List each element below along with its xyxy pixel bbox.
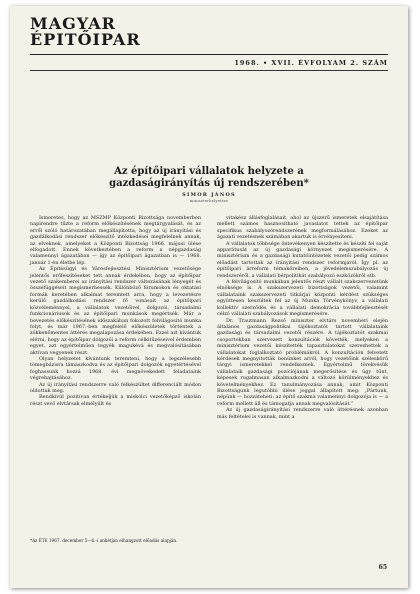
masthead-rule-bottom xyxy=(30,70,388,71)
paragraph: Az új gazdaságirányítási rendszerre való áttérésnek azonban más feltételei is vannak, mint a xyxy=(217,407,388,420)
text-column-right xyxy=(217,215,388,420)
author-position: miniszterhelyettes xyxy=(189,199,229,203)
paragraph: A felvilágosító munkában jelentős részt vállalt szakszervezetünk elnöksége is. A szakszervezeti bizottságok vezetői, valamint vállalataink szakszervezeti titkárjai központi kérdést szükséges együttesen készültek fel az új Munka Törvénykönyv, a vállalati kollektív szerződés és a vállalati demokrácia továbbfejlesztését célzó vállalati szabályozások megismerésére. xyxy=(217,279,388,318)
journal-page xyxy=(10,6,408,588)
page-number: 65 xyxy=(378,564,387,571)
masthead-title-line2: ÉPITŐIPAR xyxy=(30,30,141,49)
paragraph: Az Építésügyi és Városfejlesztési Minisztérium vezetősége jelentős erőfeszítéseket tett annak érdekében, hogy az építőipar vezető szakemberei az irányítási rendszer változásának lényegét és összefüggéseit megismerhessék. Különböző fórumokon és oktatási formák keretében alkalmat teremtett arra, hogy a levezetésre kerülő gazdálkodási rendszer fő vonásait az építőipari közvéleménnyel, a vállalatok vezetőivel, dolgozói, társadalmi funkcionáriusok és az építőipari munkások megértsék. Már a bevezetés előkészítésének időszakában fokozott felvilágosító munka folyt, és már 1967.-ben megfelelő előkészületek történtek a zökkenőmentes áttérés megalapozása érdekében. Ezzel azt kívántuk elérni, hogy az építőipar dolgozói a reform célkitűzéseivel érdemben egyet, azt egyértelműen tegyék magukévá és megvalósításában aktívan vegyenek részt. xyxy=(30,266,201,356)
paragraph: Dr. Trautmann Rezső miniszter elvtárs novemberi elején általános gazdaságpolitikai tájékoztatót tartott vállalataink gazdasági és társadalmi vezetői részére. A tájékoztatót szakmai csoportokban szervezett konzultációk követték, melyeken a minisztérium vezetői készítették tapasztalatokat szerezhettek a vállalatokat foglalkoztató problémákról. A konzultáción felvetett kérdések megnyitották benünket arról, hogy vezetőink széleskörű tárgyi ismeretekkel rendelkeznek. Egyértelmű törekvésük vállalataik gazdasági pozíciójának megerősítése és úgy tűnt, képesek rugalmasan alkalmazkodni a változó körülményekhez és követelményekhez. Ez tanulmányozása annak, amit Központi Bizottságunk legutóbbi ülése joggal állapított meg: „Pártunk, népünk — hozzáteheti: az építő szakma valamennyi dolgozója is — a reform mellett áll és támogatja annak megvalósítását.” xyxy=(217,317,388,407)
paragraph: A vállalatok többsége öntevékenyen készítette és készíti fel saját apparátusát az új gazdasági környezet megismerésére. A minisztérium és a gazdasági kutatóintézetek vezetői pedig számos előadást tartottak az irányítási rendszer reformjáról. Így pl. az építőipari árreform témaköreiben, a jövedelemszabályozás új rendszeréről, a vállalati bérpolitikát szabályozó eszközökről stb. xyxy=(217,240,388,279)
paragraph: Olyan helyzetet kívántunk teremteni, hogy a legszélesebb tömegbázisra támaszkodva és az építőipari dolgozók egyetértésével foghassunk hozzá 1968. évi megnövekedett feladataink végrehajtásához. xyxy=(30,355,201,382)
text-column-left xyxy=(30,215,201,407)
masthead-title-line1: MAGYAR xyxy=(30,14,116,33)
article-title: Az építőipari vállalatok helyzete a gazdaságirányítás új rendszerében* xyxy=(109,166,309,189)
footnote: *Az ÉTE 1967. december 5—6.-i ankétján elhangzott előadás alapján. xyxy=(30,538,178,543)
article-author: SIMOR JÁNOS xyxy=(182,192,236,198)
paragraph: Rendkívül pozitívan értékeljük a miskolci vezetőképző iskolán részt vevő elvtársak elmélyült és xyxy=(30,394,201,407)
masthead xyxy=(30,16,141,48)
paragraph: Ismeretes, hogy az MSZMP Központi Bizottsága novemberben napirendre tűzte a reform előkészítésének megtárgyalását, és az erről szóló határozatában megállapította, hogy az új irányítási és gazdálkodási rendszer előkészítő intézkedései megfelelnek annak, az elveknek, amelyeket a Központi Bizottság 1966. májusi ülése elfogadott. Ennek következtében a reform a népgazdaság valamennyi ágazatában — így az építőipari ágazatban is — 1968. január 1-én életbe lép. xyxy=(30,215,201,266)
masthead-rule-top xyxy=(30,54,388,55)
issue-line: 1968. • XVII. ÉVFOLYAM 2. SZÁM xyxy=(234,59,388,67)
paragraph: Az új irányítási rendszerre való felkészültet differenciált módon oldottuk meg. xyxy=(30,381,201,394)
paragraph: vitakész állásfoglalásait, ahol az újszerű ismeretek elsajátítása mellett számos hasznosítható javaslatot tettek az építőipar specifikus szabályozórendszerének megformálásához. Ezeket az ágazati vezetésnek számában akartuk is érvényesíteni. xyxy=(217,215,388,241)
